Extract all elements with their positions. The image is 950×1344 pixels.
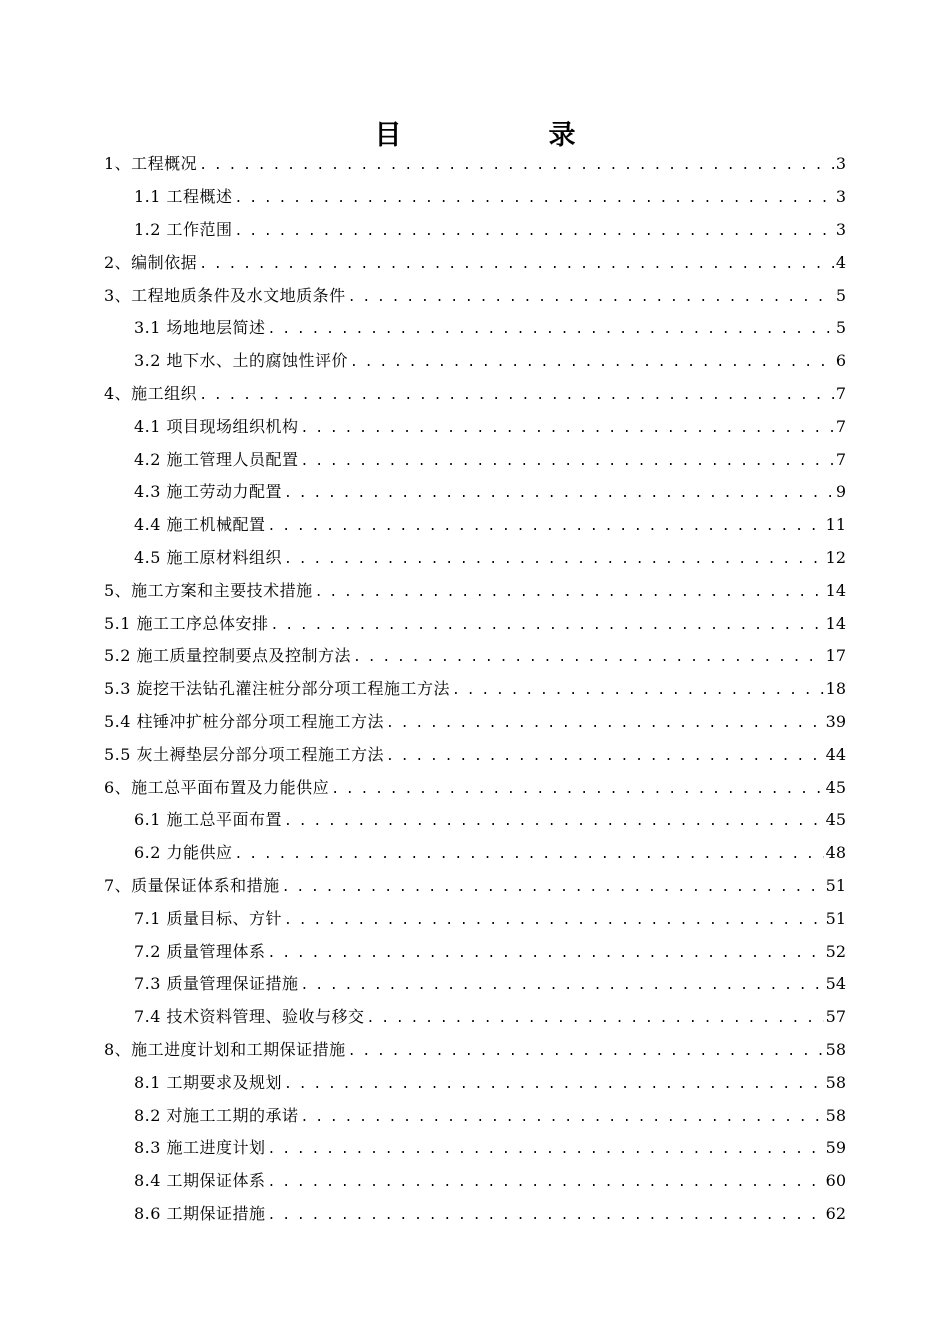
toc-entry[interactable]	[0, 706, 950, 739]
toc-dot-leader	[315, 580, 824, 602]
toc-entry[interactable]	[0, 1034, 950, 1067]
toc-entry-page-number: 39	[825, 711, 846, 731]
toc-entry-page-number: 62	[825, 1203, 846, 1223]
toc-entry-label: 1.1 工程概述	[134, 187, 233, 207]
toc-entry[interactable]	[0, 246, 950, 279]
toc-dot-leader	[386, 711, 824, 733]
toc-entry-page-number: 60	[825, 1171, 846, 1191]
toc-entry-label: 5、施工方案和主要技术措施	[104, 580, 313, 600]
toc-entry[interactable]	[0, 771, 950, 804]
toc-entry-label: 3.2 地下水、土的腐蚀性评价	[134, 351, 349, 371]
toc-entry-page-number: 54	[825, 974, 846, 994]
toc-entry-page-number: 52	[825, 941, 846, 961]
toc-entry-label: 8、施工进度计划和工期保证措施	[104, 1039, 346, 1059]
toc-dot-leader	[301, 416, 834, 438]
toc-entry-page-number: 58	[825, 1072, 846, 1092]
toc-entry-page-number: 51	[825, 908, 846, 928]
toc-entry-label: 5.5 灰土褥垫层分部分项工程施工方法	[104, 744, 385, 764]
toc-entry-page-number: 14	[825, 580, 846, 600]
toc-dot-leader	[353, 645, 824, 667]
toc-entry-label: 6、施工总平面布置及力能供应	[104, 777, 330, 797]
toc-entry-label: 4、施工组织	[104, 383, 198, 403]
toc-entry-label: 1.2 工作范围	[134, 219, 233, 239]
toc-dot-leader	[301, 449, 834, 471]
toc-dot-leader	[331, 777, 823, 799]
toc-dot-leader	[386, 744, 824, 766]
toc-entry[interactable]	[0, 542, 950, 575]
toc-dot-leader	[284, 1072, 824, 1094]
toc-entry[interactable]	[0, 574, 950, 607]
toc-dot-leader	[284, 809, 824, 831]
toc-entry[interactable]	[0, 935, 950, 968]
toc-entry[interactable]	[0, 181, 950, 214]
toc-entry-page-number: 58	[825, 1105, 846, 1125]
toc-entry[interactable]	[0, 1001, 950, 1034]
toc-entry-page-number: 14	[825, 613, 846, 633]
toc-entry-label: 6.1 施工总平面布置	[134, 810, 283, 830]
toc-entry-label: 7、质量保证体系和措施	[104, 875, 280, 895]
toc-entry[interactable]	[0, 476, 950, 509]
toc-entry-label: 4.1 项目现场组织机构	[134, 416, 299, 436]
toc-title: 目 录	[374, 120, 636, 151]
toc-entry[interactable]	[0, 640, 950, 673]
toc-entry-page-number: 45	[825, 777, 846, 797]
toc-entry-label: 1、工程概况	[104, 154, 198, 174]
toc-entry[interactable]	[0, 279, 950, 312]
toc-entry[interactable]	[0, 410, 950, 443]
toc-entry-page-number: 5	[835, 318, 846, 338]
toc-entry[interactable]	[0, 148, 950, 181]
toc-dot-leader	[199, 252, 834, 274]
toc-entry-label: 6.2 力能供应	[134, 843, 233, 863]
toc-entry[interactable]	[0, 738, 950, 771]
toc-entry[interactable]	[0, 804, 950, 837]
toc-dot-leader	[301, 973, 824, 995]
toc-entry-label: 7.4 技术资料管理、验收与移交	[134, 1007, 365, 1027]
toc-dot-leader	[284, 481, 834, 503]
toc-entry-page-number: 7	[835, 416, 846, 436]
toc-entry-label: 2、编制依据	[104, 252, 198, 272]
toc-dot-leader	[199, 153, 834, 175]
toc-entry-page-number: 7	[835, 449, 846, 469]
toc-entry-label: 7.2 质量管理体系	[134, 941, 266, 961]
toc-entry-label: 4.5 施工原材料组织	[134, 547, 283, 567]
toc-dot-leader	[271, 613, 824, 635]
toc-entry-page-number: 59	[825, 1138, 846, 1158]
toc-dot-leader	[452, 678, 824, 700]
toc-entry[interactable]	[0, 607, 950, 640]
toc-dot-leader	[348, 285, 834, 307]
toc-entry-page-number: 9	[835, 482, 846, 502]
toc-entry-label: 8.6 工期保证措施	[134, 1203, 266, 1223]
toc-dot-leader	[268, 1137, 824, 1159]
toc-entry-label: 5.3 旋挖干法钻孔灌注桩分部分项工程施工方法	[104, 679, 451, 699]
toc-entry[interactable]	[0, 378, 950, 411]
toc-entry-label: 8.4 工期保证体系	[134, 1171, 266, 1191]
toc-entry-label: 7.1 质量目标、方针	[134, 908, 283, 928]
toc-entry-page-number: 6	[835, 351, 846, 371]
toc-entry[interactable]	[0, 345, 950, 378]
toc-dot-leader	[284, 908, 824, 930]
toc-dot-leader	[284, 547, 824, 569]
toc-entry[interactable]	[0, 837, 950, 870]
toc-dot-leader	[348, 1039, 824, 1061]
toc-entry[interactable]	[0, 443, 950, 476]
toc-entry-label: 8.2 对施工工期的承诺	[134, 1105, 299, 1125]
toc-list	[0, 148, 950, 1230]
toc-entry[interactable]	[0, 968, 950, 1001]
toc-entry-page-number: 45	[825, 810, 846, 830]
toc-entry-label: 8.1 工期要求及规划	[134, 1072, 283, 1092]
toc-dot-leader	[235, 186, 834, 208]
toc-dot-leader	[350, 350, 834, 372]
toc-entry-label: 4.3 施工劳动力配置	[134, 482, 283, 502]
toc-dot-leader	[268, 1203, 824, 1225]
toc-entry-page-number: 5	[835, 285, 846, 305]
toc-dot-leader	[301, 1105, 824, 1127]
toc-entry-page-number: 44	[825, 744, 846, 764]
toc-dot-leader	[268, 1170, 824, 1192]
toc-entry[interactable]	[0, 673, 950, 706]
toc-entry-label: 4.4 施工机械配置	[134, 515, 266, 535]
toc-entry-page-number: 18	[825, 679, 846, 699]
toc-entry-label: 8.3 施工进度计划	[134, 1138, 266, 1158]
toc-dot-leader	[268, 317, 834, 339]
toc-entry-page-number: 51	[825, 875, 846, 895]
toc-entry-label: 5.4 柱锤冲扩桩分部分项工程施工方法	[104, 711, 385, 731]
toc-entry[interactable]	[0, 312, 950, 345]
toc-entry[interactable]	[0, 214, 950, 247]
toc-entry[interactable]	[0, 509, 950, 542]
toc-entry[interactable]	[0, 1066, 950, 1099]
toc-entry-page-number: 3	[835, 219, 846, 239]
toc-entry-page-number: 11	[825, 515, 846, 535]
toc-dot-leader	[367, 1006, 824, 1028]
toc-entry-page-number: 3	[835, 154, 846, 174]
toc-entry-page-number: 57	[825, 1007, 846, 1027]
toc-entry[interactable]	[0, 1165, 950, 1198]
toc-entry-page-number: 58	[825, 1039, 846, 1059]
toc-entry-page-number: 17	[825, 646, 846, 666]
toc-dot-leader	[235, 842, 824, 864]
toc-entry-label: 3.1 场地地层简述	[134, 318, 266, 338]
toc-dot-leader	[268, 941, 824, 963]
toc-entry[interactable]	[0, 902, 950, 935]
toc-entry-label: 4.2 施工管理人员配置	[134, 449, 299, 469]
toc-entry-page-number: 3	[835, 187, 846, 207]
toc-dot-leader	[282, 875, 824, 897]
toc-entry[interactable]	[0, 870, 950, 903]
toc-dot-leader	[268, 514, 824, 536]
toc-entry[interactable]	[0, 1198, 950, 1231]
toc-entry[interactable]	[0, 1132, 950, 1165]
toc-entry[interactable]	[0, 1099, 950, 1132]
toc-entry-label: 5.2 施工质量控制要点及控制方法	[104, 646, 352, 666]
toc-dot-leader	[235, 219, 834, 241]
toc-entry-label: 7.3 质量管理保证措施	[134, 974, 299, 994]
toc-entry-label: 3、工程地质条件及水文地质条件	[104, 285, 346, 305]
toc-entry-page-number: 4	[835, 252, 846, 272]
toc-entry-label: 5.1 施工工序总体安排	[104, 613, 269, 633]
toc-entry-page-number: 12	[825, 547, 846, 567]
toc-dot-leader	[199, 383, 834, 405]
toc-entry-page-number: 7	[835, 383, 846, 403]
toc-entry-page-number: 48	[825, 843, 846, 863]
